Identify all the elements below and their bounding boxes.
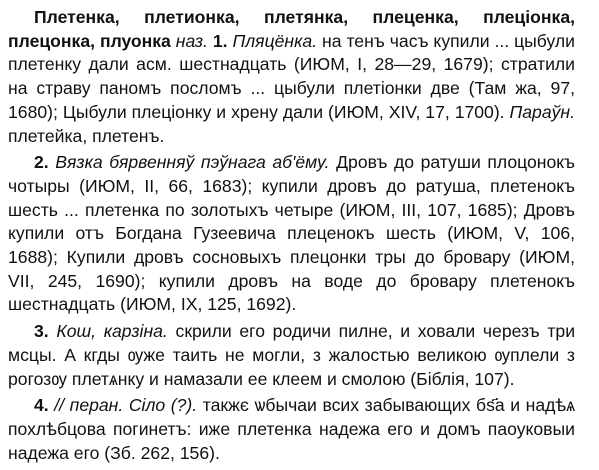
sense-citations: такжє ѡбычаи всих забывающих бѕ҃а и надѣѧ похлѣбцова погинетъ: иже плетенка надежа его и домъ паоуковыи надежа его (Зб. 262, 156). xyxy=(8,395,576,463)
sense-number: 2. xyxy=(34,152,49,173)
sense-citations: Дровъ до ратуши плоцонокъ чотыры (ИЮМ, II, 66, 1683); купили дровъ до ратуша, плетенокъ шесть ... плетенка по золотыхъ четыре (ИЮМ, III, 107, 1685); Дровъ купили отъ Богдана Гузеевича плеценокъ шесть (ИЮМ, V, 106, 1688); Купили дровъ сосновыхъ плецонки тры до бровару (ИЮМ, VII, 245, 1690); купили дровъ на воде до бровару плетенокъ шестнадцать (ИЮМ, IX, 125, 1692). xyxy=(8,152,575,315)
sense-gloss: // перан. Сіло (?). xyxy=(54,395,198,416)
sense-number: 1. xyxy=(212,30,228,51)
sense-citations: скрили его родичи пилне, и ховали черезъ три мсцы. А кгды ѹже таить не могли, з жалостью великою ѹплели з рогозѹ плетѧнку и намазали ее клеем и смолою (Біблія, 107). xyxy=(8,321,576,389)
sense-number: 4. xyxy=(34,395,49,416)
cross-reference-words: плетейка, плетенъ. xyxy=(8,125,165,146)
part-of-speech: наз. xyxy=(175,30,208,51)
sense-gloss: Пляцёнка. xyxy=(232,30,318,51)
sense-1-paragraph xyxy=(8,6,575,148)
sense-gloss: Вязка бярвенняў пэўнага аб'ёму. xyxy=(55,152,330,173)
sense-gloss: Кош, карзіна. xyxy=(56,321,168,342)
sense-number: 3. xyxy=(34,321,49,342)
sense-3-paragraph xyxy=(8,320,575,391)
headword: Плетенка, плетионка, плетянка, плеценка, плеціонка, плецонка, плуонка xyxy=(8,7,575,51)
sense-4-paragraph xyxy=(8,394,575,465)
sense-citations: на тенъ часъ купили ... цыбули плетенку дали асм. шестнадцать (ИЮМ, I, 28—29, 1679); стратили на страву паномъ посломъ ... цыбули плетіонки две (Там жа, 97, 1680); Цыбули плеціонку и хрену дали (ИЮМ, XIV, 17, 1700). xyxy=(8,30,576,122)
sense-2-paragraph xyxy=(8,151,575,317)
cross-reference-label: Параўн. xyxy=(509,101,575,122)
